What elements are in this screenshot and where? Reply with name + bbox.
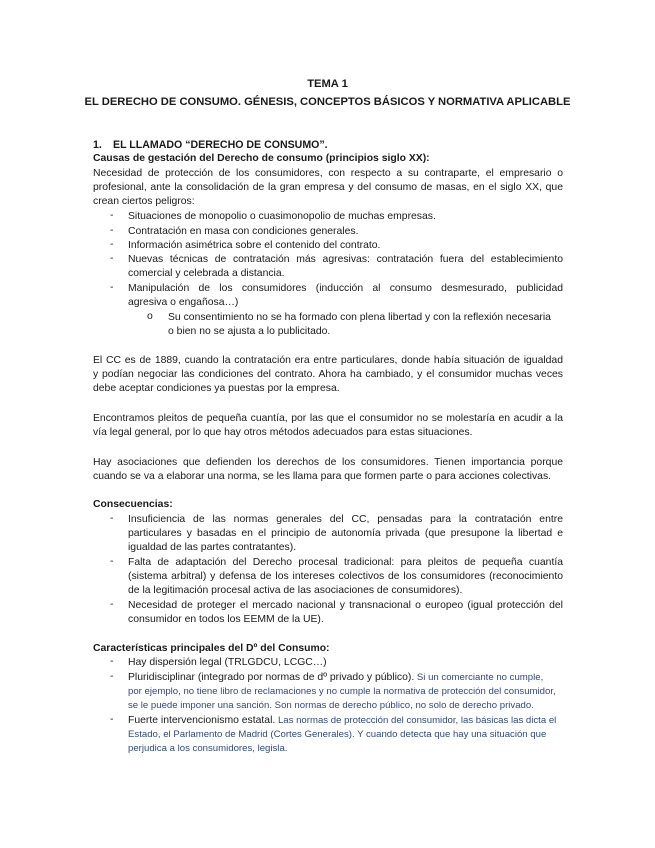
dash-bullet: - <box>110 210 114 221</box>
paragraph-line: vía legal general, por lo que hay otros métodos adecuados para estas situaciones. <box>93 427 473 438</box>
document-title: TEMA 1 <box>307 78 348 90</box>
paragraph-line: debe aceptar condiciones ya puestas por la empresa. <box>93 383 340 394</box>
list-item-text: Fuerte intervencionismo estatal. <box>128 715 276 726</box>
list-item-continuation: particulares y basadas en el principio de autonomía privada (que presupone la libertad e <box>128 528 563 539</box>
circle-bullet: o <box>147 311 153 322</box>
intro-line: Necesidad de protección de los consumidores, con respecto a su contraparte, el empresario o <box>93 168 563 179</box>
list-item: Nuevas técnicas de contratación más agresivas: contratación fuera del establecimiento <box>128 254 563 265</box>
list-item: Situaciones de monopolio o cuasimonopolio de muchas empresas. <box>128 211 436 222</box>
list-item: Contratación en masa con condiciones generales. <box>128 226 359 237</box>
list-item: Necesidad de proteger el mercado nacional y transnacional o europeo (igual protección del <box>128 600 563 611</box>
list-item-continuation: consumidor en todos los EEMM de la UE). <box>128 614 324 625</box>
dash-bullet: - <box>110 599 114 610</box>
list-item: Hay dispersión legal (TRLGDCU, LCGC…) <box>128 657 327 668</box>
section-title: EL LLAMADO “DERECHO DE CONSUMO”. <box>113 139 328 151</box>
dash-bullet: - <box>110 714 114 725</box>
dash-bullet: - <box>110 239 114 250</box>
paragraph-line: Encontramos pleitos de pequeña cuantía, por las que el consumidor no se molestaría en acudir a la <box>93 413 563 424</box>
caracteristicas-heading: Características principales del Dº del Consumo: <box>93 643 330 654</box>
consecuencias-heading: Consecuencias: <box>93 499 173 510</box>
sub-list-item-continuation: o bien no se ajusta a lo publicitado. <box>168 326 331 337</box>
document-subtitle: EL DERECHO DE CONSUMO. GÉNESIS, CONCEPTOS BÁSICOS Y NORMATIVA APLICABLE <box>84 96 571 108</box>
section-number: 1. <box>93 139 102 151</box>
list-item-continuation: agresiva o engañosa…) <box>128 297 239 308</box>
annotation-text: perjudica a los consumidores, legisla. <box>128 743 288 754</box>
annotation-text: Estado, el Parlamento de Madrid (Cortes Generales). Y cuando detecta que hay una situación que <box>128 729 547 740</box>
dash-bullet: - <box>110 671 114 682</box>
list-item: Insuficiencia de las normas generales del CC, pensadas para la contratación entre <box>128 514 563 525</box>
section-heading <box>93 139 328 151</box>
list-item-continuation: igualdad de las partes contratantes). <box>128 542 297 553</box>
annotation-text: Las normas de protección del consumidor, las básicas las dicta el <box>275 715 557 726</box>
dash-bullet: - <box>110 656 114 667</box>
list-item <box>128 714 556 728</box>
annotation-text: por ejemplo, no tiene libro de reclamaciones y no cumple la normativa de protección del consumidor, <box>128 686 556 697</box>
list-item-continuation: de la legitimación procesal activa de las asociaciones de consumidores). <box>128 585 463 596</box>
annotation-text: Si un comerciante no cumple, <box>414 672 544 683</box>
list-item: Falta de adaptación del Derecho procesal tradicional: para pleitos de pequeña cuantía <box>128 557 563 568</box>
annotation-text: se le puede imponer una sanción. Son normas de derecho público, no solo de derecho privado. <box>128 700 534 711</box>
list-item-continuation: (sistema arbitral) y defensa de los intereses colectivos de los consumidores (reconocimiento <box>128 571 563 582</box>
intro-line: profesional, ante la consolidación de la gran empresa y del consumo de masas, en el siglo XX, que <box>93 182 563 193</box>
paragraph-line: cuando se va a elaborar una norma, se les llama para que formen parte o para acciones colectivas. <box>93 471 552 482</box>
paragraph-line: Hay asociaciones que defienden los derechos de los consumidores. Tienen importancia porque <box>93 457 563 468</box>
sub-list-item: Su consentimiento no se ha formado con plena libertad y con la reflexión necesaria <box>168 312 551 323</box>
paragraph-line: y podían negociar las condiciones del contrato. Ahora ha cambiado, y el consumidor muchas veces <box>93 369 563 380</box>
dash-bullet: - <box>110 282 114 293</box>
intro-line: crean ciertos peligros: <box>93 196 195 207</box>
list-item-text: Pluridisciplinar (integrado por normas de dº privado y público). <box>128 672 415 683</box>
dash-bullet: - <box>110 556 114 567</box>
list-item: Manipulación de los consumidores (inducción al consumo desmesurado, publicidad <box>128 283 563 294</box>
causas-heading: Causas de gestación del Derecho de consumo (principios siglo XX): <box>93 153 430 164</box>
paragraph-line: El CC es de 1889, cuando la contratación era entre particulares, donde había situación de igualdad <box>93 355 563 366</box>
dash-bullet: - <box>110 225 114 236</box>
list-item: Información asimétrica sobre el contenido del contrato. <box>128 240 381 251</box>
dash-bullet: - <box>110 513 114 524</box>
list-item <box>128 671 543 685</box>
dash-bullet: - <box>110 253 114 264</box>
list-item-continuation: comercial y celebrada a distancia. <box>128 268 285 279</box>
